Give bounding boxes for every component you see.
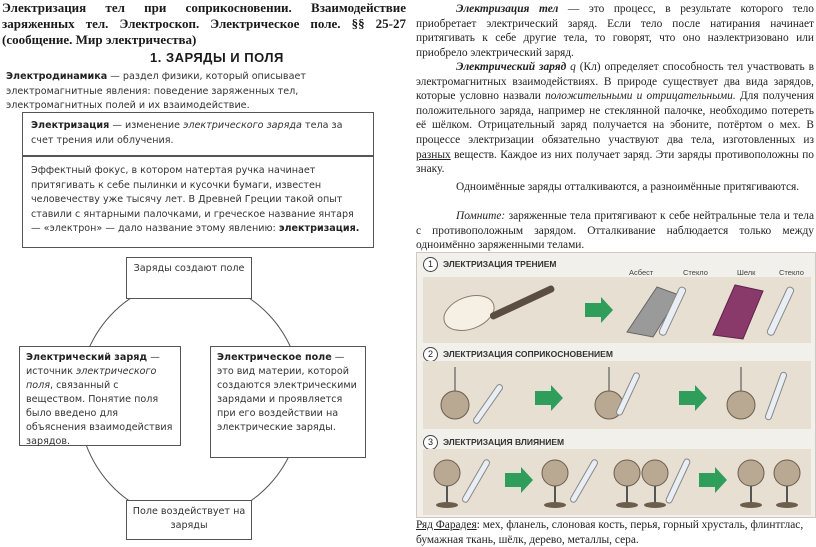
rod-2a <box>472 383 503 424</box>
box1-text-a: — изменение <box>109 120 184 131</box>
p2-text-a: (Кл) определяет способность тел участвовать в электромагнитных взаимодействиях. В природе существует два вида зарядов, которые условно назвали <box>416 61 814 103</box>
silk-cloth <box>713 285 763 339</box>
row2-arrow-1 <box>535 385 563 411</box>
faraday-text: : мех, фланель, слоновая кость, перья, горный хрусталь, флинтглас, бумажная ткань, шёлк, дерево, металлы, сера. <box>416 519 804 546</box>
row2-title: ЭЛЕКТРИЗАЦИЯ СОПРИКОСНОВЕНИЕМ <box>443 349 613 359</box>
cycle-top-box: Заряды создают поле <box>126 257 252 299</box>
section-heading: 1. ЗАРЯДЫ И ПОЛЯ <box>150 50 284 65</box>
ball-1 <box>434 460 460 486</box>
intro-term: Электродинамика <box>6 71 108 82</box>
row1-title: ЭЛЕКТРИЗАЦИЯ ТРЕНИЕМ <box>443 259 557 269</box>
field-text: — это вид материи, которой создаются электрическими зарядами и проявляется при его воздействии на электрические заряды. <box>217 352 357 433</box>
row1-number: 1 <box>423 257 438 272</box>
ball-4 <box>642 460 668 486</box>
paragraph-remember <box>416 209 814 253</box>
box1-text-b: тела за счет трения или облучения. <box>31 120 343 146</box>
sphere-3 <box>727 391 755 419</box>
field-term: Электрическое поле <box>217 352 332 363</box>
p2-q: q <box>566 61 576 73</box>
label-silk: Шелк <box>737 268 756 277</box>
paragraph-charge <box>416 60 814 177</box>
faraday-term: Ряд Фарадея <box>416 519 477 531</box>
page-title: Электризация тел при соприкосновении. Взаимодействие заряженных тел. Электроскоп. Электрическое поле. §§ 25-27 (сообщение. Мир электричества) <box>2 0 406 47</box>
rod-3c <box>665 458 691 504</box>
rod <box>489 284 555 320</box>
rod-3a <box>461 459 490 504</box>
charge-term: Электрический заряд <box>26 352 148 363</box>
row3-illustration <box>417 449 816 515</box>
story-term: электризация. <box>278 223 360 234</box>
p2-text-c: веществ. Каждое из них получает заряд. Эти заряды противоположны по знаку. <box>416 148 814 176</box>
hand-with-cloth <box>439 289 499 337</box>
row3-arrow-2 <box>699 467 727 493</box>
intro-text: — раздел физики, который описывает электромагнитные явления: поведение заряженных тел, электромагнитных полей и их взаимодействие. <box>6 71 306 111</box>
label-glass-1: Стекло <box>683 268 708 277</box>
row2-arrow-2 <box>679 385 707 411</box>
cycle-right-box <box>210 346 366 458</box>
sphere-1 <box>441 391 469 419</box>
row3-number: 3 <box>423 435 438 450</box>
rod-2c <box>765 371 788 420</box>
rod-3b <box>569 459 598 504</box>
row1-arrow <box>585 297 613 323</box>
ball-6 <box>774 460 800 486</box>
box1-italic: электрического заряда <box>183 120 302 131</box>
p1-term: Электризация тел <box>456 3 559 15</box>
paragraph-like-charges: Одноимённые заряды отталкиваются, а разноимённые притягиваются. <box>456 181 800 193</box>
row3-title: ЭЛЕКТРИЗАЦИЯ ВЛИЯНИЕМ <box>443 437 565 447</box>
box1-term: Электризация <box>31 120 110 131</box>
row2-illustration <box>417 361 816 429</box>
paragraph-electrization <box>416 2 814 60</box>
row1-illustration <box>417 277 816 343</box>
charge-text-b: , связанный с веществом. Понятие поля было введено для объяснения взаимодействия зарядов. <box>26 380 173 447</box>
row3-arrow-1 <box>505 467 533 493</box>
p2-underline: разных <box>416 148 451 161</box>
label-glass-2: Стекло <box>779 268 804 277</box>
story-text: Эффектный фокус, в котором натертая ручка начинает притягивать к себе пылинки и кусочки бумаги, известен человечеству уже тысячу лет. В Древней Греции такой опыт ставили с янтарными палочками, и греческое название янтаря — «электрон» — дало название этому явлению: <box>31 165 354 234</box>
faraday-series <box>416 518 816 547</box>
glass-rod-2 <box>766 286 794 336</box>
p4-text: заряженные тела притягивают к себе нейтральные тела и тела с противоположным зарядом. Отталкивание наблюдается только между одноимённо заряженными телами. <box>416 210 814 252</box>
label-asbestos: Асбест <box>629 268 654 277</box>
electrization-figure <box>416 252 816 518</box>
p2-italic: положительными и отрицательными. <box>545 90 736 103</box>
cycle-left-box <box>19 346 181 446</box>
cycle-bottom-box: Поле воздействует на заряды <box>126 500 252 540</box>
row2-number: 2 <box>423 347 438 362</box>
charge-italic: электрического поля <box>26 366 157 391</box>
ball-2 <box>542 460 568 486</box>
p2-term: Электрический заряд <box>456 61 567 73</box>
ball-3 <box>614 460 640 486</box>
p2-text-b: Для получения положительного заряда, например не стеклянной палочке, необходимо потереть её шёлком. Отрицательный заряд получается на эбоните, потёртом о мех. В процессе электризации обязательно участвуют два тела, изготовленных из <box>416 90 815 146</box>
p1-text: — это процесс, в результате которого тело приобретает электрический заряд. Если тело после натирания начинает притягивать к себе другие тела, то говорят, что оно наэлектризовано или приобрело электрический заряд. <box>416 3 814 59</box>
charge-text-a: — источник <box>26 352 160 377</box>
p4-italic: Помните: <box>456 210 506 222</box>
ball-5 <box>738 460 764 486</box>
rod-2b <box>616 372 641 416</box>
